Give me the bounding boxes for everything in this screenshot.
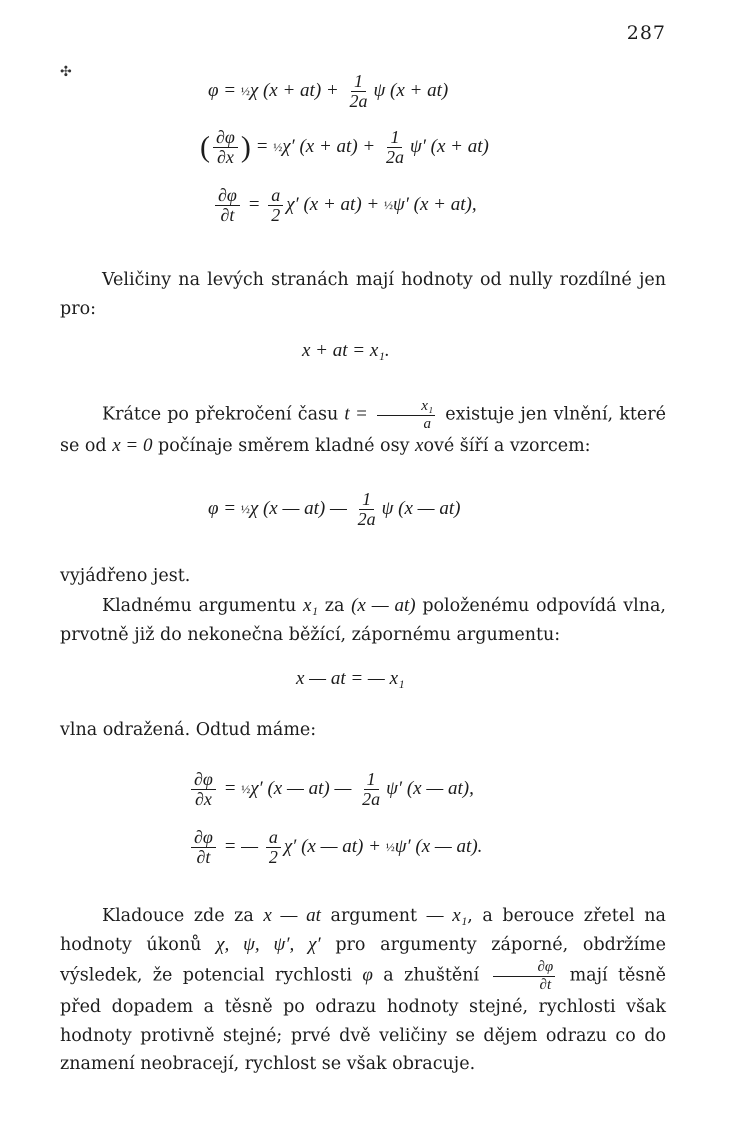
eq7-lhs-num: ∂φ	[191, 770, 216, 790]
eq8-fraction	[266, 828, 281, 867]
eq2-fraction	[383, 128, 407, 167]
eq1-num: 1	[351, 72, 366, 92]
eq8-term1: χ′ (x — at) +	[283, 835, 386, 857]
eq1-term2: ψ (x + at)	[373, 79, 449, 101]
p6-text-d: pro argumenty záporné, obdržíme výsledek, že potencial rychlosti	[60, 934, 666, 986]
p6-text-c: , a berouce zřetel na hodnoty úkonů	[60, 906, 666, 955]
p6-text-f: mají těsně před dopadem a těsně po odrazu hodnoty stejné, rychlosti však hodnoty protivně stejné; prvé dvě veličiny se dějem odrazu co do znamení neobracejí, rychlost se však obracuje.	[60, 965, 666, 1074]
p6-frac-den: ∂t	[539, 976, 552, 993]
eq3-equals: =	[242, 193, 266, 215]
p6-text-e: a zhuštění	[372, 965, 490, 986]
eq8-term2: ψ′ (x — at).	[394, 835, 483, 857]
eq2-lhs-num: ∂φ	[213, 128, 238, 148]
eq8-equals: = —	[218, 835, 263, 857]
p2-text-d: ové šíří a vzorcem:	[423, 436, 591, 456]
printer-mark: ✣	[60, 64, 72, 80]
eq7-fraction	[359, 770, 383, 809]
p4-text-b: za	[318, 596, 352, 616]
eq2-half: ½	[273, 139, 283, 154]
eq2-den: 2a	[385, 146, 404, 167]
p6-text-a: Kladouce zde za	[102, 906, 264, 926]
p2-frac-num: x₁	[377, 398, 435, 416]
equation-8	[188, 828, 482, 867]
eq5-num: 1	[359, 490, 374, 510]
eq5-term2: ψ (x — at)	[381, 497, 461, 519]
eq2-num: 1	[387, 128, 402, 148]
eq3-lhs-num: ∂φ	[215, 186, 240, 206]
eq7-num: 1	[364, 770, 379, 790]
p2-text-b: existuje jen vlnění, které se od	[60, 404, 666, 456]
eq7-equals: =	[218, 777, 242, 799]
paragraph-3: vyjádřeno jest.	[60, 566, 191, 586]
p2-text-a: Krátce po překročení času	[102, 404, 345, 425]
eq3-lhs-fraction	[215, 186, 240, 225]
eq8-den: 2	[268, 846, 278, 867]
p2-time-var: t =	[344, 403, 374, 425]
p4-text-c: položenému odpovídá vlna, prvotně již do nekonečna běžící, zápornému argumentu:	[60, 596, 666, 645]
paragraph-4	[60, 592, 666, 649]
eq2-term2: ψ′ (x + at)	[409, 135, 489, 157]
paragraph-1: Veličiny na levých stranách mají hodnoty od nully rozdílné jen pro:	[60, 270, 666, 319]
eq3-fraction	[268, 186, 283, 225]
eq7-term2: ψ′ (x — at),	[386, 777, 474, 799]
p2-text-c: počínaje směrem kladné osy	[152, 436, 416, 456]
eq7-den: 2a	[362, 788, 381, 809]
eq8-half: ½	[385, 839, 395, 854]
eq8-lhs-num: ∂φ	[191, 828, 216, 848]
eq2-lhs-fraction	[213, 128, 238, 167]
equation-3	[212, 186, 477, 225]
eq5-half: ½	[240, 501, 250, 516]
eq7-half: ½	[241, 781, 251, 796]
paragraph-2	[60, 398, 666, 461]
eq5-den: 2a	[357, 508, 376, 529]
equation-2: ( $\frac{\partial\varphi}{\partial x}$ ) = ½χ′ (x + at) + $\frac{1}{2a}$ ψ′ (x + at)	[200, 127, 489, 167]
eq2-equals: =	[250, 135, 274, 157]
p4-x1: x₁	[303, 595, 319, 616]
p2-x-axis: x	[415, 435, 424, 456]
eq1-term1: χ (x + at) +	[249, 79, 344, 101]
eq7-lhs-den: ∂x	[194, 788, 212, 809]
eq8-num: a	[266, 828, 281, 848]
eq2-lhs-den: ∂x	[216, 146, 234, 167]
eq8-lhs-den: ∂t	[196, 846, 211, 867]
equation-6: x — at = — x₁	[296, 668, 405, 689]
p6-text-b: argument	[320, 906, 427, 926]
eq1-den: 2a	[349, 90, 368, 111]
p4-text-a: Kladnému argumentu	[102, 596, 303, 616]
equation-1	[208, 72, 448, 111]
p6-functions: χ, ψ, ψ′, χ′	[216, 933, 321, 955]
page-number: 287	[626, 22, 666, 44]
p6-fraction	[493, 959, 555, 993]
eq5-term1: χ (x — at) —	[249, 497, 352, 519]
eq5-lhs: φ =	[208, 497, 241, 519]
p6-neg-x1: — x₁	[426, 905, 468, 926]
p4-argument: (x — at)	[351, 595, 416, 616]
eq3-half: ½	[383, 197, 393, 212]
eq3-term2: ψ′ (x + at),	[392, 193, 477, 215]
eq3-num: a	[268, 186, 283, 206]
eq1-fraction	[346, 72, 370, 111]
eq1-lhs: φ =	[208, 79, 241, 101]
p6-phi: φ	[362, 964, 373, 986]
paragraph-6	[60, 902, 666, 1079]
equation-4: x + at = x₁.	[302, 340, 390, 361]
p2-fraction	[377, 398, 435, 432]
equation-7	[188, 770, 474, 809]
p6-frac-num: ∂φ	[493, 959, 555, 977]
eq5-fraction	[355, 490, 379, 529]
eq2-term1: χ′ (x + at) +	[282, 135, 380, 157]
p6-argument: x — at	[263, 905, 321, 926]
eq3-term1: χ′ (x + at) +	[286, 193, 384, 215]
p2-frac-den: a	[423, 415, 431, 432]
eq7-lhs-fraction	[191, 770, 216, 809]
eq8-lhs-fraction	[191, 828, 216, 867]
eq1-half: ½	[240, 83, 250, 98]
p2-x-zero: x = 0	[112, 435, 153, 456]
eq7-term1: χ′ (x — at) —	[250, 777, 357, 799]
paragraph-5: vlna odražená. Odtud máme:	[60, 720, 317, 740]
eq3-lhs-den: ∂t	[220, 204, 235, 225]
eq3-den: 2	[271, 204, 281, 225]
equation-5	[208, 490, 460, 529]
